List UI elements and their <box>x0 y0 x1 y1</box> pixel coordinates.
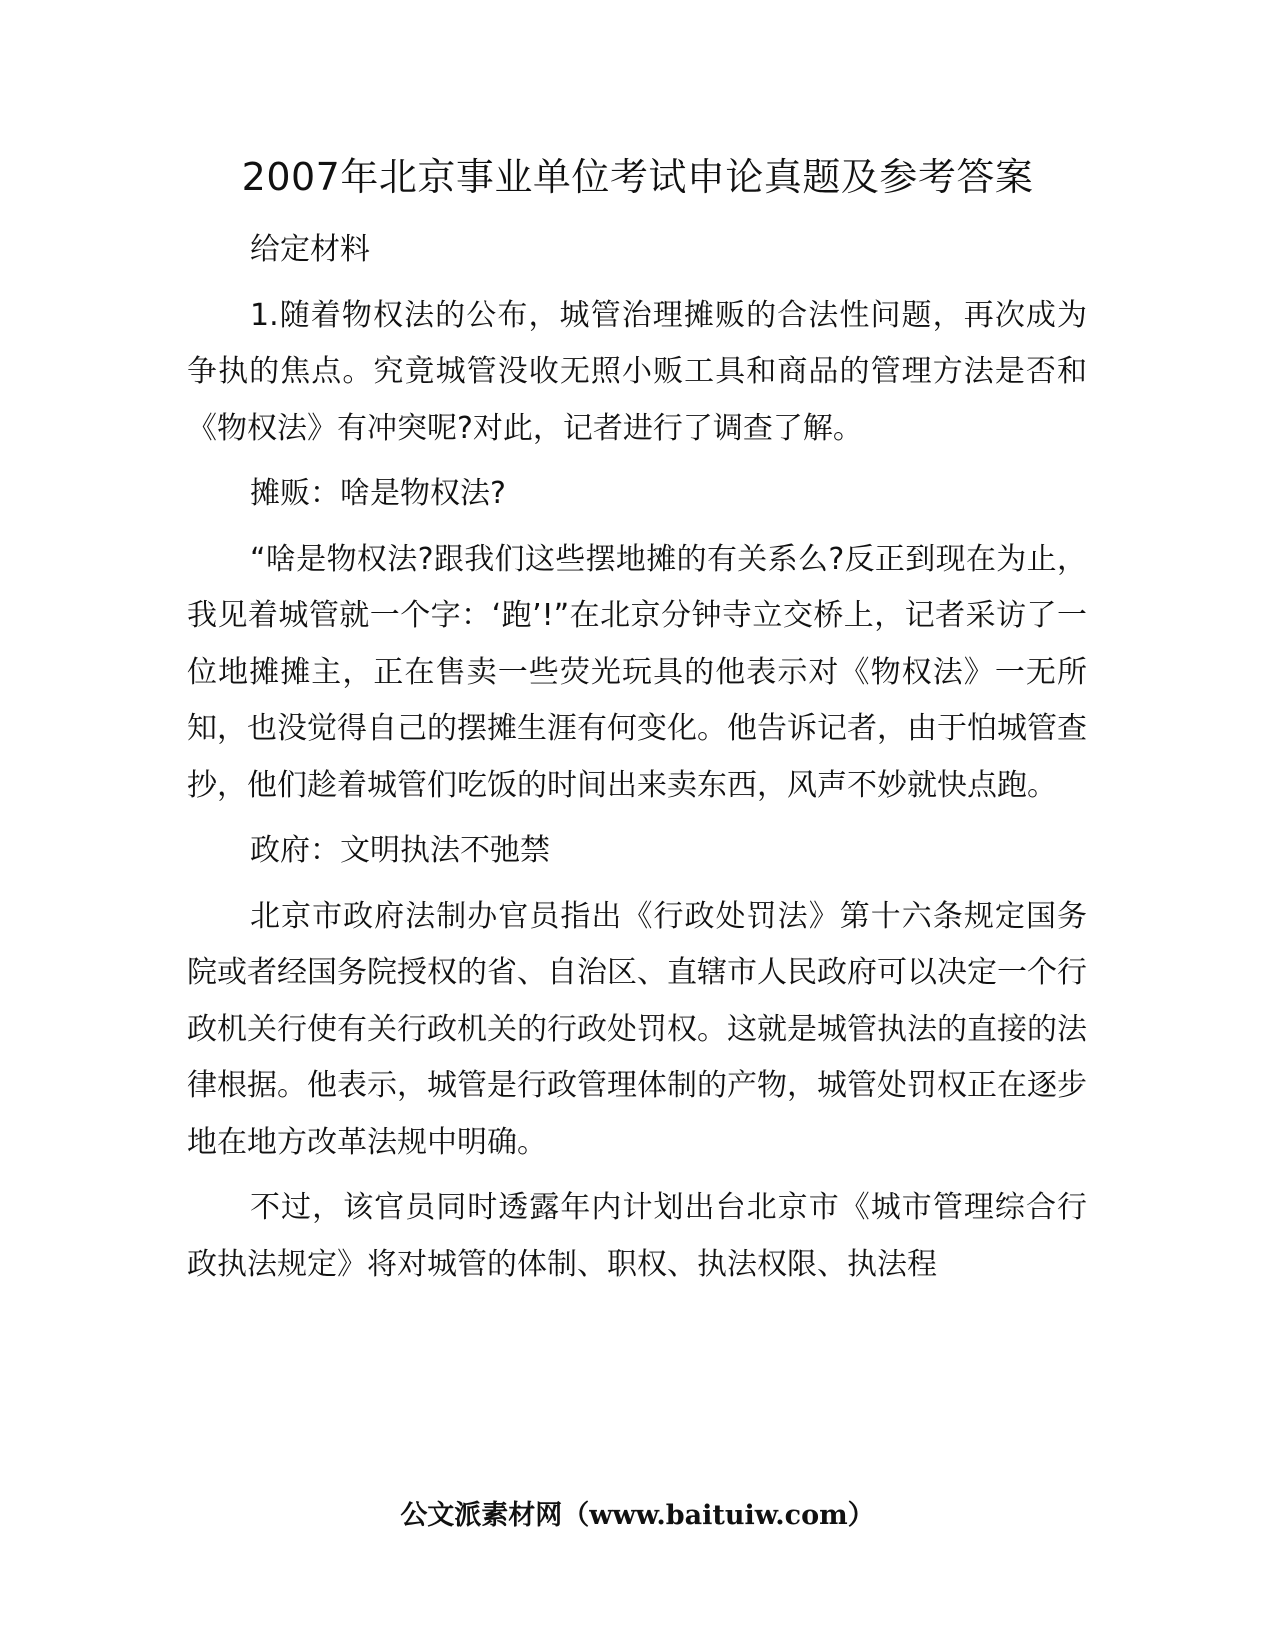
section-heading-government: 政府：文明执法不弛禁 <box>250 833 550 868</box>
paragraph-3: 北京市政府法制办官员指出《行政处罚法》第十六条规定国务院或者经国务院授权的省、自治区、直辖市人民政府可以决定一个行政机关行使有关行政机关的行政处罚权。这就是城管执法的直接的法律根据。他表示，城管是行政管理体制的产物，城管处罚权正在逐步地在地方改革法规中明确。 <box>187 898 1087 1160</box>
section-heading-vendor: 摊贩：啥是物权法? <box>250 476 506 511</box>
paragraph-2: “啥是物权法?跟我们这些摆地摊的有关系么?反正到现在为止，我见着城管就一个字：‘跑’!”在北京分钟寺立交桥上，记者采访了一位地摊摊主，正在售卖一些荧光玩具的他表示对《物权法》一无所知，也没觉得自己的摆摊生涯有何变化。他告诉记者，由于怕城管查抄，他们趁着城管们吃饭的时间出来卖东西，风声不妙就快点跑。 <box>187 541 1087 803</box>
section-heading-given-materials: 给定材料 <box>250 232 370 267</box>
document-body <box>187 222 1087 1302</box>
paragraph-4: 不过，该官员同时透露年内计划出台北京市《城市管理综合行政执法规定》将对城管的体制、职权、执法权限、执法程 <box>187 1190 1087 1282</box>
paragraph-1: 1.随着物权法的公布，城管治理摊贩的合法性问题，再次成为争执的焦点。究竟城管没收无照小贩工具和商品的管理方法是否和《物权法》有冲突呢?对此，记者进行了调查了解。 <box>187 297 1087 446</box>
document-title: 2007年北京事业单位考试申论真题及参考答案 <box>241 155 1034 199</box>
footer-source: 公文派素材网（www.baituiw.com） <box>400 1500 875 1531</box>
